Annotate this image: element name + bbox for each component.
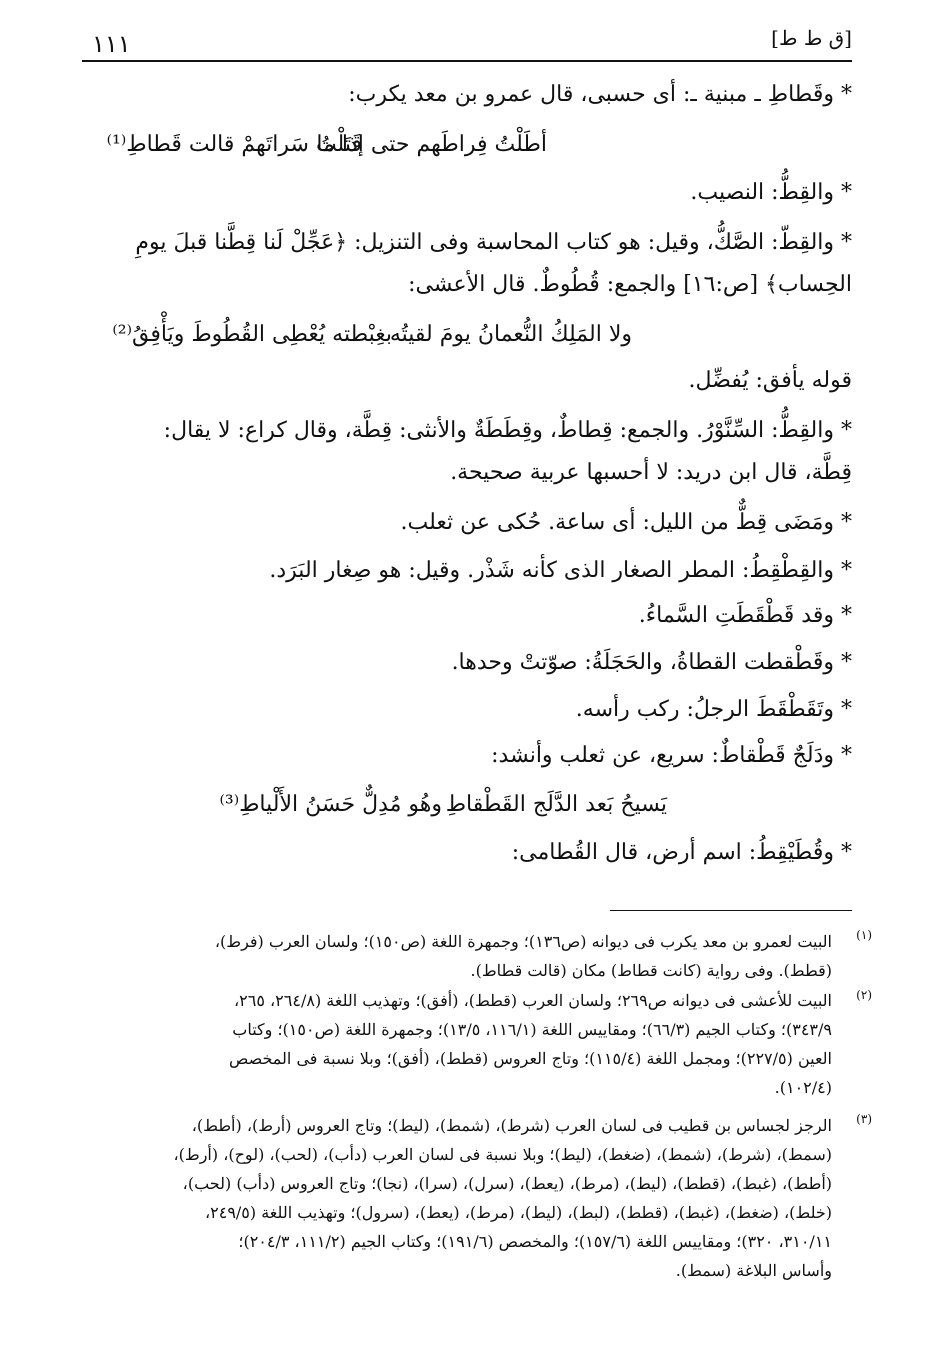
footnote-3-line-3: (أطط)، (غبط)، (قطط)، (ليط)، (مرط)، (يعط)، (سرل)، (سرا)، (نجا)؛ وتاج العروس (دأب) (لحب)، — [182, 1174, 832, 1193]
footnote-2-line-1: البيت للأعشى فى ديوانه ص٢٦٩؛ ولسان العرب (قطط)، (أفق)؛ وتهذيب اللغة (٢٦٤/٨، ٢٦٥، — [233, 991, 832, 1010]
body-line-5: قوله يأفق: يُفضِّل. — [688, 368, 852, 393]
header-rule — [82, 60, 852, 62]
body-line-13: * ودَلَجٌ قَطْقاطٌ: سريع، عن ثعلب وأنشد: — [491, 743, 852, 768]
body-line-1: * وقَطاطِ ـ مبنية ـ: أى حسبى، قال عمرو بن معد يكرب: — [348, 82, 852, 107]
footnote-3-line-6: وأساس البلاغة (سمط). — [675, 1261, 832, 1280]
footnote-rule — [610, 910, 852, 911]
footnote-2-line-2: ٣٤٣/٩)؛ وكتاب الجيم (٦٦/٣)؛ ومقاييس اللغة (١١٦/١، ١٣/٥)؛ وجمهرة اللغة (ص١٥٠)؛ وكتاب — [232, 1020, 832, 1039]
body-line-2: * والقِطُّ: النصيب. — [690, 180, 852, 205]
body-line-12: * وتَقَطْقَطَ الرجلُ: ركب رأسه. — [575, 697, 852, 722]
footnote-3-number: (٣) — [856, 1112, 872, 1126]
footnote-2-number: (٢) — [856, 988, 872, 1002]
footnote-3-line-5: ٣١٠/١١، ٣٢٠)؛ ومقاييس اللغة (١٥٧/٦)؛ والمخصص (١٩١/٦)؛ وكتاب الجيم (١١١/٢، ٢٠٤/٣)؛ — [238, 1232, 832, 1251]
verse-2-second-hemistich: بغِبْطته يُعْطِى القُطُوطَ ويَأْفِقُ⁽²⁾ — [112, 322, 392, 347]
body-line-10: * وقد قَطْقَطَتِ السَّماءُ. — [638, 603, 852, 628]
footnote-3-line-1: الرجز لجساس بن قطيب فى لسان العرب (شرط)، (شمط)، (ليط)؛ وتاج العروس (أرط)، (أطط)، — [191, 1116, 832, 1135]
body-line-4: الحِساب﴾ [ص:١٦] والجمع: قُطُوطٌ. قال الأعشى: — [408, 272, 852, 297]
footnote-2-line-3: العين (٢٢٧/٥)؛ ومجمل اللغة (١١٥/٤)؛ وتاج العروس (قطط)، (أفق)؛ وبلا نسبة فى المخصص — [229, 1049, 832, 1068]
verse-1-second-hemistich: قَتَلْتُ سَراتَهمْ قالت قَطاطِ⁽¹⁾ — [106, 132, 362, 157]
footnote-2-line-4: (١٠٢/٤). — [774, 1078, 832, 1097]
footnote-1-line-2: (قطط). وفى رواية (كانت قطاط) مكان (قالت قطاط). — [470, 961, 832, 980]
body-line-6: * والقِطُّ: السِّنَّوْرُ. والجمع: قِطاطٌ، وقِطَطَةٌ والأنثى: قِطَّة، وقال كراع: لا يقال: — [163, 418, 852, 443]
body-line-14: * وقُطَيْقِطُ: اسم أرض، قال القُطامى: — [511, 840, 852, 865]
footnote-3-line-2: (سمط)، (شرط)، (شمط)، (ضغط)، (ليط)؛ وبلا نسبة فى لسان العرب (دأب)، (لحب)، (لوح)، (أرط)، — [173, 1145, 832, 1164]
body-line-11: * وقَطْقطت القطاةُ، والحَجَلَةُ: صوّتتْ وحدها. — [451, 650, 852, 675]
body-line-8: * ومَضَى قِطٌّ من الليل: أى ساعة. حُكى عن ثعلب. — [400, 510, 852, 535]
body-line-7: قِطَّة، قال ابن دريد: لا أحسبها عربية صحيحة. — [450, 460, 852, 485]
verse-3-first-hemistich: يَسيحُ بَعد الدَّلَج القَطْقاطِ — [445, 792, 667, 817]
body-line-3: * والقِطّ: الصَّكُّ، وقيل: هو كتاب المحاسبة وفى التنزيل: ﴿عَجِّلْ لَنا قِطَّنا قبلَ يومِ — [135, 230, 852, 255]
footnote-1-number: (١) — [856, 928, 872, 942]
page-number: ١١١ — [92, 30, 131, 58]
footnote-3-line-4: (خلط)، (ضغط)، (غبط)، (قطط)، (لبط)، (ليط)، (مرط)، (يعط)، (سرول)؛ وتهذيب اللغة (٢٤٩/٥، — [204, 1203, 832, 1222]
body-line-9: * والقِطْقِطُ: المطر الصغار الذى كأنه شَذْر. وقيل: هو صِغار البَرَد. — [269, 558, 852, 583]
verse-1-first-hemistich: أطَلْتُ فِراطَهم حتى إذا ما — [316, 132, 547, 157]
root-label: [ق ط ط] — [771, 26, 852, 50]
verse-3-second-hemistich: وهُو مُدِلٌّ حَسَنُ الأَلْياطِ⁽³⁾ — [219, 792, 442, 817]
verse-2-first-hemistich: ولا المَلِكُ النُّعمانُ يومَ لقيتُه — [389, 322, 632, 347]
footnote-1-line-1: البيت لعمرو بن معد يكرب فى ديوانه (ص١٣٦)؛ وجمهرة اللغة (ص١٥٠)؛ ولسان العرب (فرط)، — [214, 932, 832, 951]
